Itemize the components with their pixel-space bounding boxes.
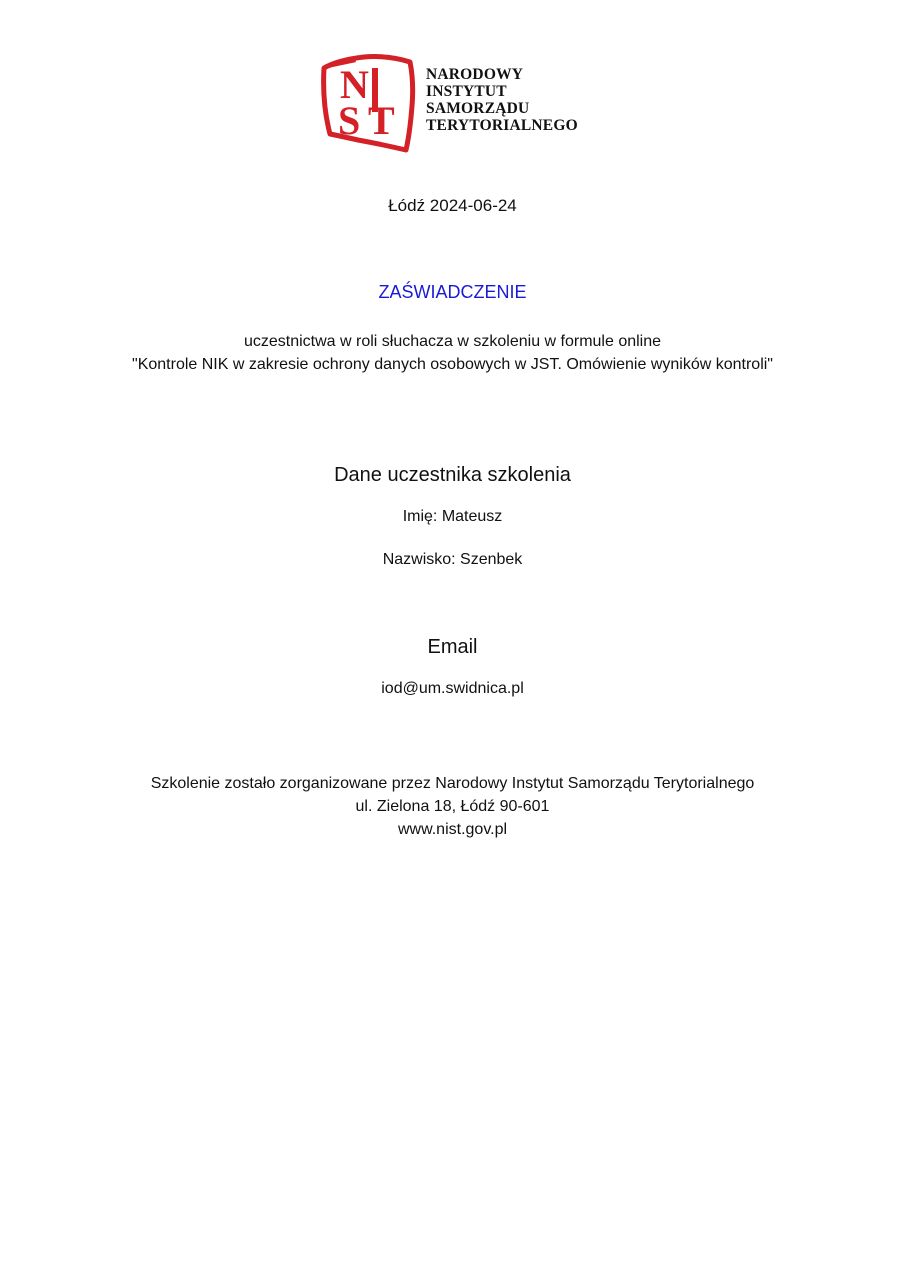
- logo-line-1: NARODOWY: [426, 66, 524, 83]
- email-heading: Email: [427, 636, 478, 658]
- email-value: iod@um.swidnica.pl: [381, 680, 524, 697]
- nist-logo-text: [426, 66, 578, 134]
- svg-text:S: S: [338, 98, 361, 143]
- document-date: Łódź 2024-06-24: [388, 196, 517, 215]
- svg-text:T: T: [368, 98, 395, 143]
- footer-address-line: ul. Zielona 18, Łódź 90-601: [355, 798, 550, 815]
- document-subtitle: [0, 330, 905, 376]
- footer-organizer-line: Szkolenie zostało zorganizowane przez Narodowy Instytut Samorządu Terytorialnego: [150, 775, 755, 792]
- participant-first-name: Imię: Mateusz: [402, 508, 503, 525]
- nist-logo-emblem-icon: [318, 54, 418, 154]
- nist-logo: [318, 54, 588, 154]
- subtitle-line-1: uczestnictwa w roli słuchacza w szkoleniu w formule online: [243, 333, 662, 350]
- logo-line-2: INSTYTUT: [426, 83, 507, 100]
- footer-website-line: www.nist.gov.pl: [397, 821, 508, 838]
- participant-heading: Dane uczestnika szkolenia: [334, 464, 571, 486]
- participant-last-name: Nazwisko: Szenbek: [382, 551, 523, 568]
- organizer-footer: [0, 772, 905, 841]
- logo-line-4: TERYTORIALNEGO: [426, 117, 578, 134]
- subtitle-line-2: "Kontrole NIK w zakresie ochrony danych osobowych w JST. Omówienie wyników kontroli": [132, 356, 773, 373]
- document-title: ZAŚWIADCZENIE: [378, 282, 527, 302]
- logo-line-3: SAMORZĄDU: [426, 100, 530, 117]
- svg-text:N: N: [340, 62, 369, 107]
